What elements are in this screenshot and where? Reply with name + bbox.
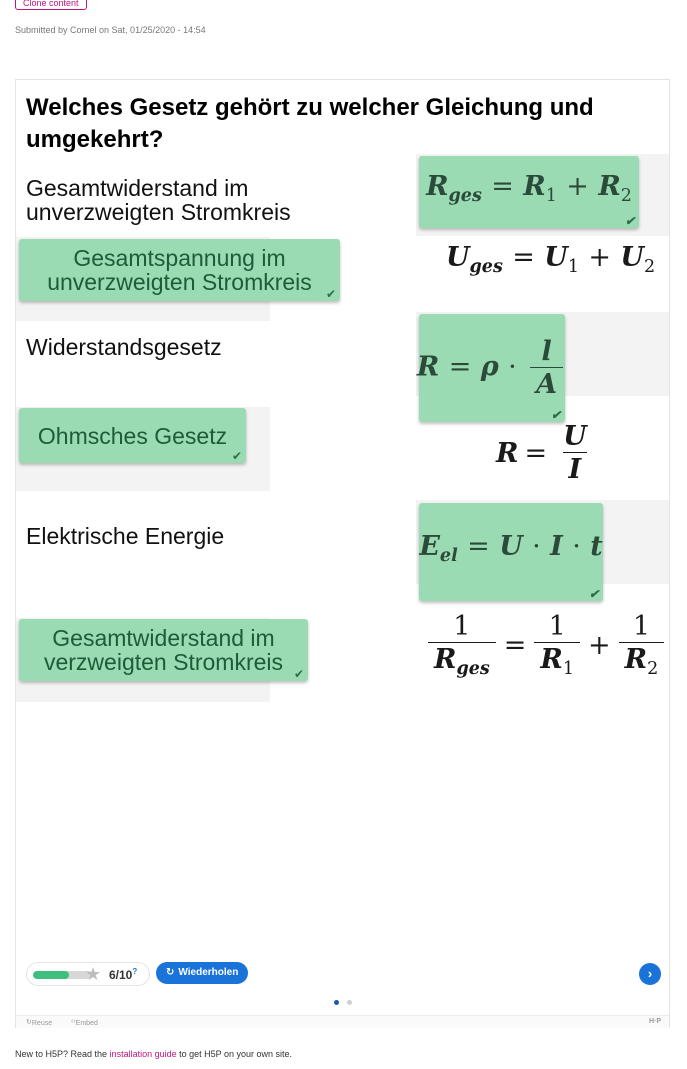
h5p-install-note: New to H5P? Read the installation guide to get H5P on your own site. [15,1049,293,1059]
embed-button[interactable]: ‹› Embed [71,1018,98,1027]
label-gesamtwiderstand-unverzweigt: Gesamtwiderstand im unverzweigten Stromkreis [26,175,291,225]
eq-text: $E_{el} = U \cdot I \cdot t$ [419,531,603,567]
check-icon: ✔ [293,667,304,681]
slide-dot-2[interactable] [347,1000,352,1005]
task-footer [26,960,661,990]
h5p-logo[interactable]: H·P [648,1018,661,1025]
star-icon: ★ [85,964,102,984]
h5p-actions-bar [16,1015,669,1028]
chip-ohmsches-gesetz[interactable] [19,408,246,463]
chip-gesamtspannung[interactable] [19,239,340,301]
check-icon: ✔ [231,449,242,463]
eq-u-ges: $U_{ges} = U_1 + U_2$ [446,242,656,278]
score-fill [33,971,69,979]
eq-ohm: R = $\frac{U}{I}$ [496,421,587,485]
h5p-drag-and-drop-task [15,79,670,1028]
eq-text: R = ρ · $\frac{l}{A}$ [417,337,567,399]
eq-text: $R_{ges} = R_1 + R_2$ [426,171,632,207]
retry-button[interactable] [156,962,248,984]
score-track [33,971,93,979]
check-icon: ✔ [624,214,635,228]
chevron-right-icon: › [647,966,653,981]
chip-eq-energy[interactable] [419,503,603,601]
score-bar [26,962,150,986]
check-icon: ✔ [325,287,336,301]
chip-label: Ohmsches Gesetz [37,422,228,449]
retry-label: Wiederholen [178,967,239,978]
task-title: Welches Gesetz gehört zu welcher Gleichung und umgekehrt? [26,94,594,153]
chip-eq-resistivity[interactable] [416,314,565,422]
label-widerstandsgesetz: Widerstandsgesetz [26,334,222,360]
reuse-button[interactable]: ↻ Reuse [26,1019,53,1027]
chip-label: Gesamtspannung im unverzweigten Stromkreis [47,245,312,295]
label-elektrische-energie: Elektrische Energie [26,523,225,549]
chip-eq-r-ges[interactable] [419,156,639,228]
installation-guide-link[interactable]: installation guide [109,1049,177,1059]
check-icon: ✔ [588,587,599,601]
check-icon: ✔ [550,408,561,422]
score-text: 6/10? [109,967,138,982]
next-slide-button[interactable] [639,963,661,985]
slide-dot-1[interactable] [334,1000,339,1005]
retry-icon: ↻ [166,967,175,978]
clone-content-button[interactable]: Clone content [15,0,87,10]
eq-parallel-resistance: $\frac{1}{R_{ges}}$ = $\frac{1}{R_1}$ + $\frac{1}{R_2}$ [424,612,668,679]
chip-gesamtwiderstand-verzweigt[interactable] [19,619,308,681]
help-icon[interactable]: ? [132,967,138,976]
submitted-info: Submitted by Cornel on Sat, 01/25/2020 - 14:54 [15,25,206,35]
slide-indicator [334,1000,352,1005]
chip-label: Gesamtwiderstand im verzweigten Stromkreis [43,625,284,675]
